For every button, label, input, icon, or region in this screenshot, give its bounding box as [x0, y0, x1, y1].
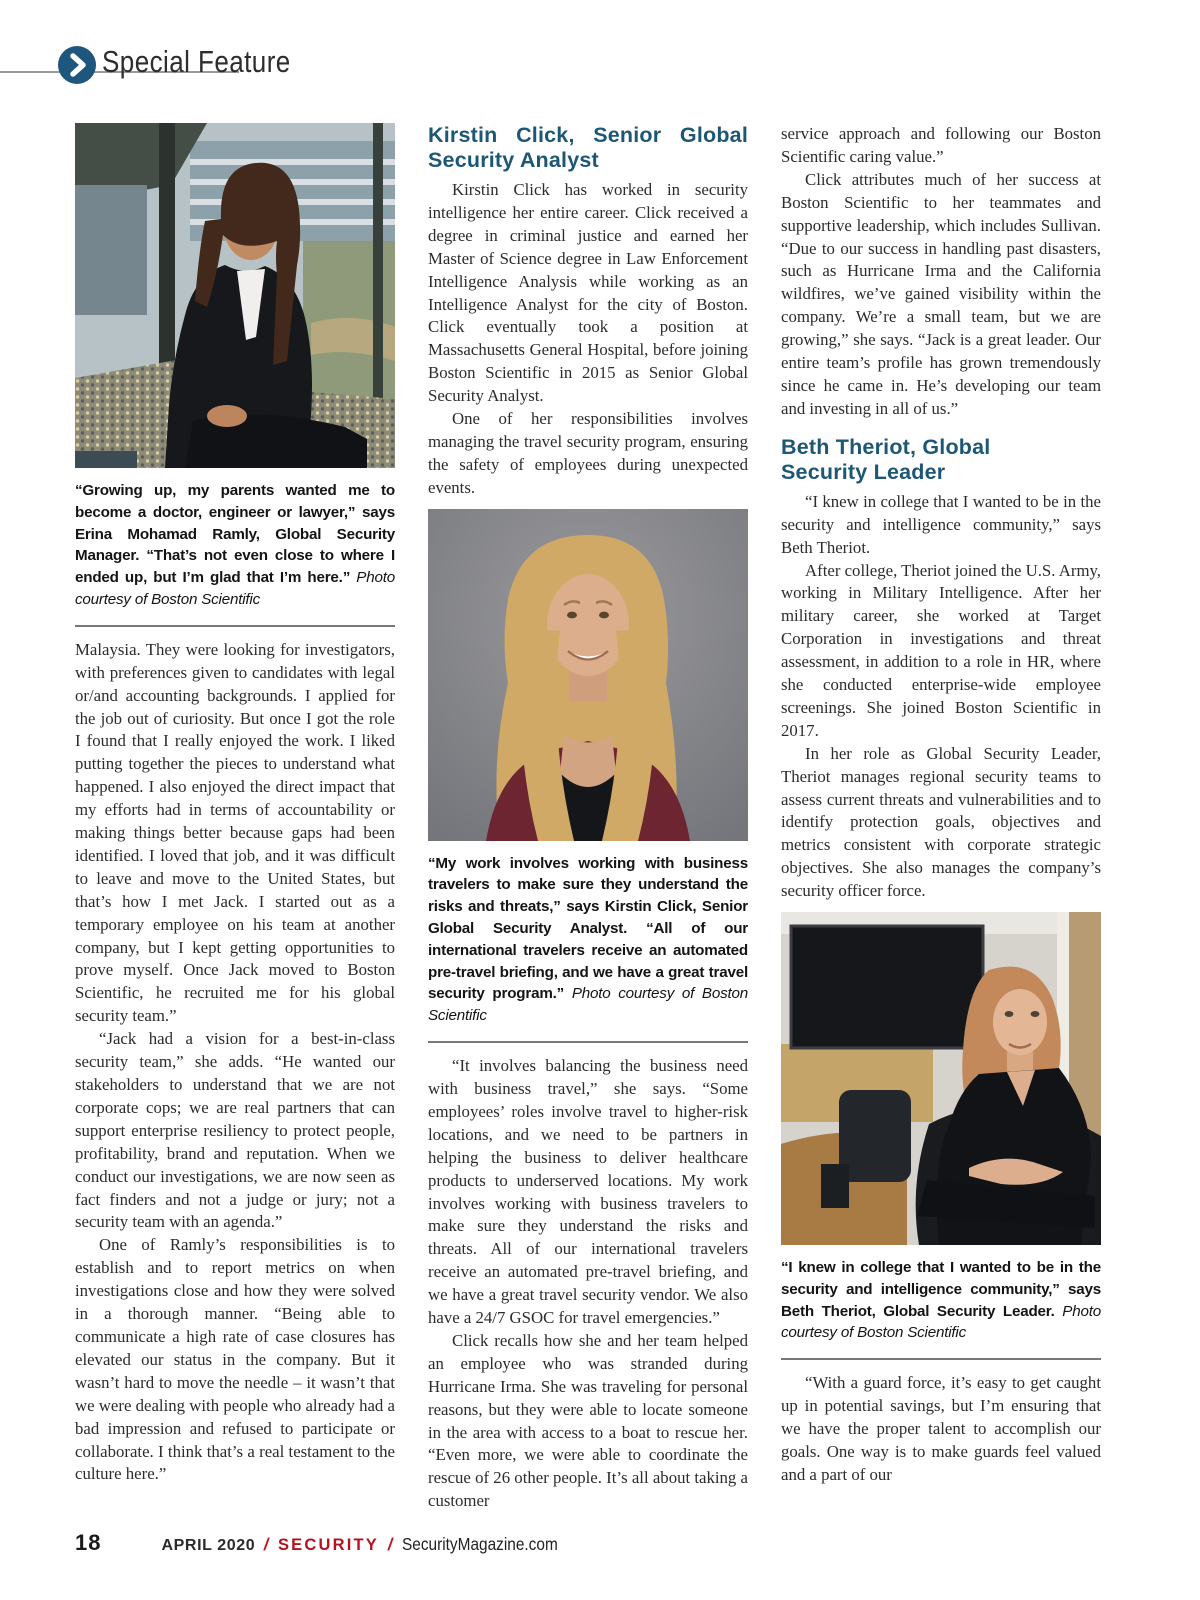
heading-line: Kirstin Click, Senior Global	[428, 123, 748, 147]
caption-credit: Photo courtesy of Boston Scientific	[428, 985, 748, 1025]
section-title: Special Feature	[102, 44, 291, 79]
column-3	[781, 123, 1101, 1513]
footer-site: SecurityMagazine.com	[401, 1534, 558, 1554]
paragraph: After college, Theriot joined the U.S. Army, working in Military Intelligence. After her military career, she worked at Target Corporation in investigations and threat assessment, in addition to a role in HR, where she conducted enterprise-wide employee screenings. She joined Boston Scientific in 2017.	[781, 560, 1101, 740]
caption-text: “I knew in college that I wanted to be in the security and intelligence community,” says Beth Theriot, Global Security Leader.	[781, 1259, 1101, 1320]
paragraph: “I knew in college that I wanted to be in the security and intelligence community,” says Beth Theriot.	[781, 491, 1101, 557]
paragraph: “Jack had a vision for a best-in-class security team,” she adds. “He wanted our stakeholders to understand that we are not corporate cops; we are real partners that can support enterprise resiliency to protect people, profitability, brand and reputation. When we conduct our investigations, we are now seen as fact finders and not a judge or jury; not a security team with an agenda.”	[75, 1029, 395, 1232]
chevron-right-icon	[58, 46, 96, 84]
column-2	[428, 123, 748, 1513]
caption-credit: Photo courtesy of Boston Scientific	[781, 1302, 1101, 1342]
paragraph: service approach and following our Boston Scientific caring value.”	[781, 124, 1101, 166]
divider-rule	[428, 1041, 748, 1043]
caption-text: “My work involves working with business travelers to make sure they understand the risks and threats,” says Kirstin Click, Senior Global Security Analyst. “All of our international travelers receive an automated pre-travel briefing, and we have a great travel security program.”	[428, 854, 748, 1003]
footer-brand: SECURITY	[277, 1536, 379, 1554]
paragraph: “It involves balancing the business need with business travel,” she says. “Some employees’ roles involve travel to higher-risk locations, and we need to be partners in helping the business to deliver healthcare products to underserved locations. My work involves working with business travelers to make sure they understand the risks and threats. All of our international travelers receive an automated pre-travel briefing, and we have a great travel security vendor. We also have a 24/7 GSOC for travel emergencies.”	[428, 1056, 748, 1328]
paragraph: “With a guard force, it’s easy to get caught up in potential savings, but I’m ensuring that we have the proper talent to accomplish our goals. One way is to make guards feel valued and a part of our	[781, 1373, 1101, 1484]
section-header	[0, 0, 1200, 100]
page-footer	[75, 1530, 1135, 1556]
caption-credit: Photo courtesy of Boston Scientific	[75, 569, 395, 608]
photo-kirstin-click	[428, 509, 748, 841]
photo-beth-theriot	[781, 912, 1101, 1245]
heading-line: Security Leader	[781, 459, 946, 484]
article-heading-beth-theriot	[781, 435, 1101, 485]
paragraph: One of Ramly’s responsibilities is to establish and to report metrics on when investigations close and how they were solved in a thorough manner. “Being able to communicate a high rate of case closures has elevated our status in the company. But it wasn’t hard to move the needle – it wasn’t that we were dealing with people who already had a bad impression and refused to participate or collaborate. I think that’s a real testament to the culture here.”	[75, 1235, 395, 1484]
paragraph: Click recalls how she and her team helped an employee who was stranded during Hurricane Irma. She was traveling for personal reasons, but they were able to locate someone in the area with access to a boat to rescue her. “Even more, we were able to coordinate the rescue of 26 other people. It’s all about taking a customer	[428, 1330, 748, 1511]
photo-caption-beth	[781, 1257, 1101, 1344]
footer-issue: APRIL 2020	[161, 1537, 256, 1554]
heading-line: Beth Theriot, Global	[781, 434, 991, 459]
divider-rule	[781, 1358, 1101, 1360]
heading-line: Security Analyst	[428, 148, 599, 172]
article-heading-kirstin-click	[428, 123, 748, 173]
paragraph: In her role as Global Security Leader, Theriot manages regional security teams to assess current threats and vulnerabilities and to identify protection goals, objectives and metrics consistent with corporate strategic objectives. She also manages the company’s security officer force.	[781, 743, 1101, 901]
footer-separator: /	[262, 1535, 271, 1554]
photo-caption-kirstin	[428, 853, 748, 1027]
article-columns	[75, 123, 1101, 1513]
paragraph: Click attributes much of her success at Boston Scientific to her teammates and supportive leadership, which includes Sullivan. “Due to our success in handling past disasters, such as Hurricane Irma and the California wildfires, we’ve gained visibility within the company. We’re a small team, but we are growing,” she says. “Jack is a great leader. Our entire team’s profile has grown tremendously since he came in. He’s developing our team and investing in all of us.”	[781, 169, 1101, 418]
photo-caption-erina	[75, 480, 395, 611]
page-number: 18	[75, 1530, 102, 1555]
column-1	[75, 123, 395, 1513]
caption-text: “Growing up, my parents wanted me to become a doctor, engineer or lawyer,” says Erina Mohamad Ramly, Global Security Manager. “That’s not even close to where I ended up, but I’m glad that I’m here.”	[75, 482, 395, 587]
footer-separator: /	[386, 1535, 395, 1554]
paragraph: One of her responsibilities involves managing the travel security program, ensuring the safety of employees during unexpected events.	[428, 409, 748, 497]
paragraph: Kirstin Click has worked in security intelligence her entire career. Click received a degree in criminal justice and earned her Master of Science degree in Law Enforcement Intelligence Analysis while working as an Intelligence Analyst for the city of Boston. Click eventually took a position at Massachusetts General Hospital, before joining Boston Scientific in 2015 as Senior Global Security Analyst.	[428, 180, 748, 406]
divider-rule	[75, 625, 395, 627]
photo-erina-ramly	[75, 123, 395, 468]
paragraph: Malaysia. They were looking for investigators, with preferences given to candidates with legal or/and accounting backgrounds. I applied for the job out of curiosity. But once I got the role I found that I really enjoyed the work. I liked putting together the pieces to understand what happened. I also enjoyed the direct impact that my efforts had in terms of accountability or making things better because gaps had been identified. I loved that job, and it was difficult to leave and move to the United States, but that’s how I met Jack. I started out as a temporary employee on his team at another company, but I kept getting opportunities to prove myself. Once Jack moved to Boston Scientific, he recruited me for his global security team.”	[75, 639, 395, 1026]
